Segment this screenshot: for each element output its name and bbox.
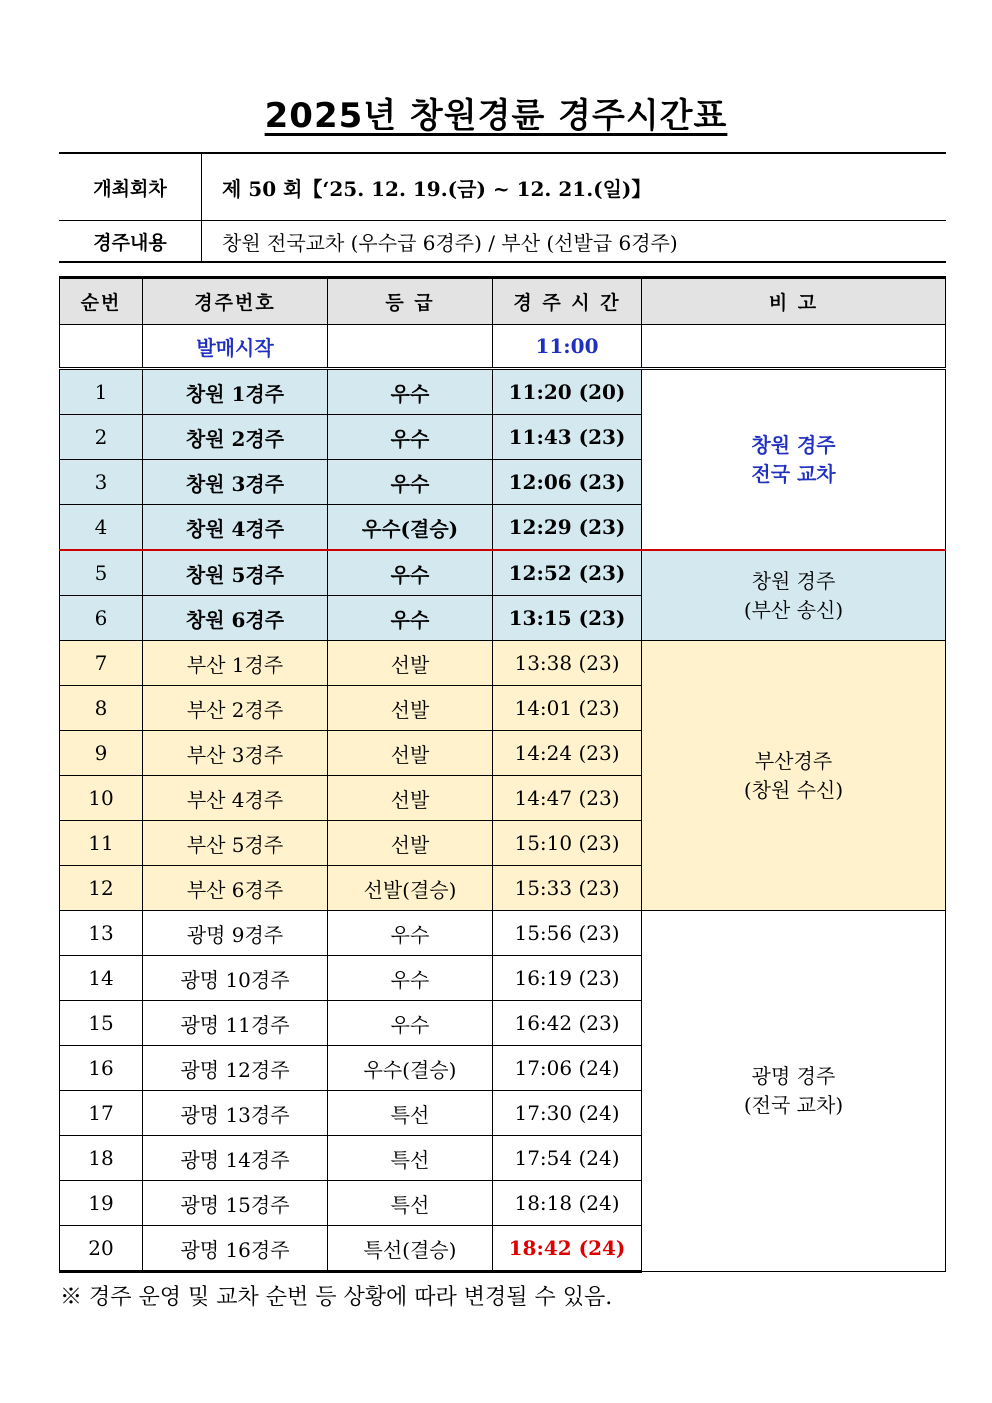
race-grade: 선발 — [328, 686, 493, 731]
race-number: 창원 4경주 — [143, 505, 328, 551]
race-seq: 8 — [60, 686, 143, 731]
sale-start-time: 11:00 — [493, 325, 642, 369]
race-seq: 12 — [60, 866, 143, 911]
remark-busan-receive: 부산경주 (창원 수신) — [642, 641, 946, 911]
race-time: 12:29 (23) — [493, 505, 642, 551]
race-time: 12:06 (23) — [493, 460, 642, 505]
race-seq: 16 — [60, 1046, 143, 1091]
race-seq: 9 — [60, 731, 143, 776]
race-seq: 2 — [60, 415, 143, 460]
race-time: 11:43 (23) — [493, 415, 642, 460]
race-grade: 우수 — [328, 369, 493, 415]
race-number: 광명 9경주 — [143, 911, 328, 956]
header-time: 경 주 시 간 — [493, 278, 642, 325]
race-number: 부산 2경주 — [143, 686, 328, 731]
race-seq: 3 — [60, 460, 143, 505]
race-grade: 특선 — [328, 1136, 493, 1181]
race-grade: 선발 — [328, 776, 493, 821]
round-label: 개최회차 — [59, 153, 202, 221]
race-grade: 우수 — [328, 596, 493, 641]
race-grade: 특선 — [328, 1091, 493, 1136]
sale-start-row — [60, 325, 946, 369]
race-time: 12:52 (23) — [493, 550, 642, 596]
race-time: 13:15 (23) — [493, 596, 642, 641]
table-row — [60, 550, 946, 596]
race-grade: 선발 — [328, 641, 493, 686]
race-seq: 4 — [60, 505, 143, 551]
race-number: 부산 4경주 — [143, 776, 328, 821]
race-seq: 6 — [60, 596, 143, 641]
meeting-info-table — [59, 152, 946, 263]
header-grade: 등 급 — [328, 278, 493, 325]
race-number: 광명 16경주 — [143, 1226, 328, 1272]
race-number: 광명 15경주 — [143, 1181, 328, 1226]
race-time: 14:47 (23) — [493, 776, 642, 821]
race-grade: 우수(결승) — [328, 505, 493, 551]
race-time: 17:06 (24) — [493, 1046, 642, 1091]
race-seq: 1 — [60, 369, 143, 415]
race-number: 부산 6경주 — [143, 866, 328, 911]
race-seq: 14 — [60, 956, 143, 1001]
race-time: 17:54 (24) — [493, 1136, 642, 1181]
race-time: 15:10 (23) — [493, 821, 642, 866]
header-race: 경주번호 — [143, 278, 328, 325]
table-row — [60, 369, 946, 415]
content-value: 창원 전국교차 (우수급 6경주) / 부산 (선발급 6경주) — [202, 221, 947, 263]
race-time: 16:19 (23) — [493, 956, 642, 1001]
race-seq: 11 — [60, 821, 143, 866]
race-time: 17:30 (24) — [493, 1091, 642, 1136]
page-title: 2025년 창원경륜 경주시간표 — [264, 96, 728, 136]
race-number: 광명 14경주 — [143, 1136, 328, 1181]
race-number: 부산 1경주 — [143, 641, 328, 686]
race-number: 부산 5경주 — [143, 821, 328, 866]
race-grade: 우수 — [328, 1001, 493, 1046]
race-number: 부산 3경주 — [143, 731, 328, 776]
header-remarks: 비 고 — [642, 278, 946, 325]
race-time: 13:38 (23) — [493, 641, 642, 686]
race-seq: 5 — [60, 550, 143, 596]
info-row-round — [59, 153, 946, 221]
race-time: 14:01 (23) — [493, 686, 642, 731]
race-time: 16:42 (23) — [493, 1001, 642, 1046]
race-seq: 10 — [60, 776, 143, 821]
race-grade: 선발 — [328, 821, 493, 866]
race-grade: 우수 — [328, 550, 493, 596]
race-seq: 19 — [60, 1181, 143, 1226]
race-number: 창원 6경주 — [143, 596, 328, 641]
race-grade: 우수(결승) — [328, 1046, 493, 1091]
race-grade: 선발(결승) — [328, 866, 493, 911]
remark-changwon-national: 창원 경주 전국 교차 — [642, 369, 946, 551]
race-schedule-table — [59, 276, 946, 1273]
race-number: 광명 11경주 — [143, 1001, 328, 1046]
race-number: 창원 2경주 — [143, 415, 328, 460]
header-no: 순번 — [60, 278, 143, 325]
race-number: 창원 5경주 — [143, 550, 328, 596]
race-seq: 13 — [60, 911, 143, 956]
race-seq: 7 — [60, 641, 143, 686]
race-seq: 15 — [60, 1001, 143, 1046]
race-number: 광명 13경주 — [143, 1091, 328, 1136]
race-number: 광명 12경주 — [143, 1046, 328, 1091]
race-time: 18:18 (24) — [493, 1181, 642, 1226]
race-time-last: 18:42 (24) — [493, 1226, 642, 1272]
info-row-content — [59, 221, 946, 263]
race-number: 창원 1경주 — [143, 369, 328, 415]
race-seq: 17 — [60, 1091, 143, 1136]
remark-gwangmyeong-national: 광명 경주 (전국 교차) — [642, 911, 946, 1272]
race-grade: 우수 — [328, 415, 493, 460]
round-value: 제 50 회【‘25. 12. 19.(금) ~ 12. 21.(일)】 — [202, 153, 947, 221]
race-time: 14:24 (23) — [493, 731, 642, 776]
race-grade: 우수 — [328, 956, 493, 1001]
table-row — [60, 641, 946, 686]
race-grade: 특선 — [328, 1181, 493, 1226]
race-grade: 우수 — [328, 460, 493, 505]
race-grade: 우수 — [328, 911, 493, 956]
table-row — [60, 911, 946, 956]
content-label: 경주내용 — [59, 221, 202, 263]
race-time: 15:56 (23) — [493, 911, 642, 956]
header-row — [60, 278, 946, 325]
sale-start-label: 발매시작 — [143, 325, 328, 369]
race-seq: 18 — [60, 1136, 143, 1181]
race-number: 창원 3경주 — [143, 460, 328, 505]
race-time: 15:33 (23) — [493, 866, 642, 911]
remark-changwon-busan-send: 창원 경주 (부산 송신) — [642, 550, 946, 641]
race-grade: 특선(결승) — [328, 1226, 493, 1272]
footnote: ※ 경주 운영 및 교차 순번 등 상황에 따라 변경될 수 있음. — [60, 1285, 613, 1310]
race-number: 광명 10경주 — [143, 956, 328, 1001]
race-grade: 선발 — [328, 731, 493, 776]
race-time: 11:20 (20) — [493, 369, 642, 415]
race-seq: 20 — [60, 1226, 143, 1272]
